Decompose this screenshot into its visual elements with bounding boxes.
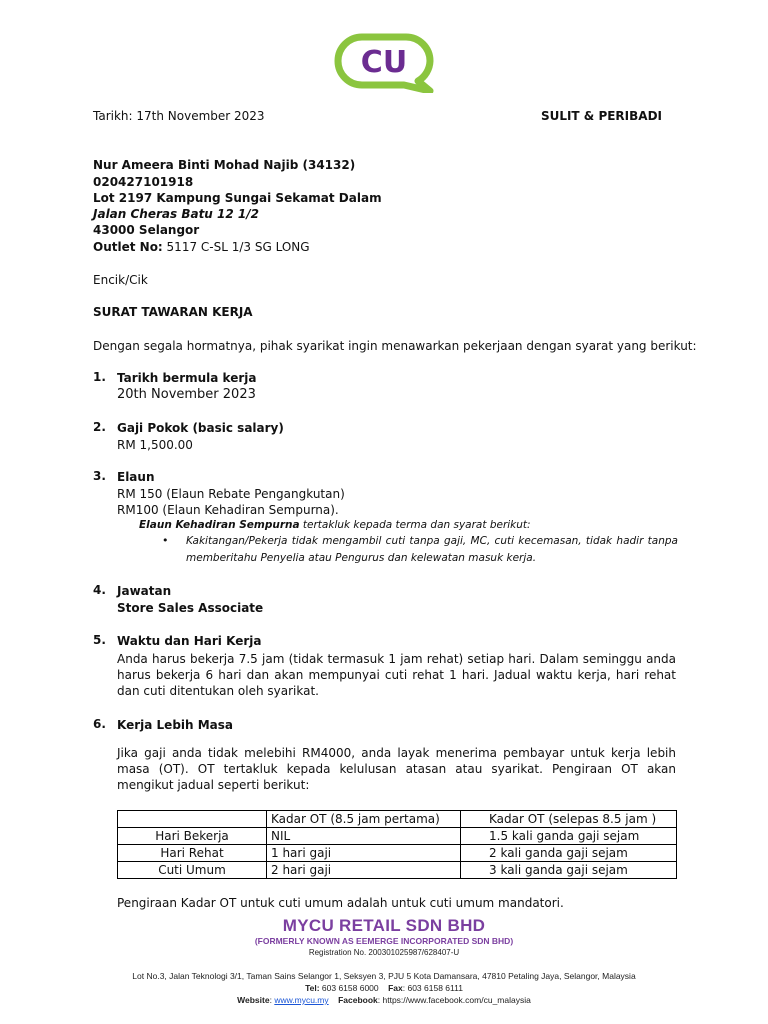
allowance-condition: Kakitangan/Pekerja tidak mengambil cuti tanpa gaji, MC, cuti kecemasan, tidak hadir tanpa memberitahu Penyelia atau Pengurus dan kelewatan masuk kerja. [186, 535, 678, 564]
bullet-icon: • [162, 534, 169, 547]
item-title: Waktu dan Hari Kerja [117, 634, 262, 648]
letter-subject: SURAT TAWARAN KERJA [93, 305, 253, 319]
recipient-name: Nur Ameera Binti Mohad Najib (34132) [93, 158, 356, 172]
overtime-table [117, 810, 677, 879]
table-cell: 1 hari gaji [267, 845, 461, 862]
company-former-name: (FORMERLY KNOWN AS EEMERGE INCORPORATED SDN BHD) [254, 936, 514, 946]
recipient-address-3: 43000 Selangor [93, 223, 200, 237]
company-address: Lot No.3, Jalan Teknologi 3/1, Taman Sains Selangor 1, Seksyen 3, PJU 5 Kota Damansara, 47810 Petaling Jaya, Selangor, Malaysia [132, 971, 636, 981]
table-cell: 2 kali ganda gaji sejam [461, 845, 677, 862]
item-number: 1. [93, 370, 106, 384]
logo-text: CU [360, 45, 408, 80]
table-header-cell [118, 811, 267, 828]
table-header-cell: Kadar OT (selepas 8.5 jam ) [461, 811, 677, 828]
classification: SULIT & PERIBADI [540, 109, 662, 123]
website-label: Website [237, 995, 270, 1005]
allowance-note [139, 518, 531, 532]
tel-value: 603 6158 6000 [319, 983, 379, 993]
allowance-transport: RM 150 (Elaun Rebate Pengangkutan) [117, 487, 345, 501]
overtime-note: Pengiraan Kadar OT untuk cuti umum adalah untuk cuti umum mandatori. [117, 896, 564, 910]
basic-salary: RM 1,500.00 [117, 438, 193, 452]
item-number: 3. [93, 469, 106, 483]
item-number: 6. [93, 717, 106, 731]
item-number: 5. [93, 633, 106, 647]
allowance-attendance: RM100 (Elaun Kehadiran Sempurna). [117, 503, 339, 517]
outlet-value: 5117 C-SL 1/3 SG LONG [162, 240, 310, 254]
outlet-label: Outlet No: [93, 240, 163, 254]
table-cell: 3 kali ganda gaji sejam [461, 862, 677, 879]
tel-label: Tel: [305, 983, 320, 993]
item-number: 2. [93, 420, 106, 434]
fax-value: : 603 6158 6111 [402, 983, 463, 993]
working-hours-text: Anda harus bekerja 7.5 jam (tidak termasuk 1 jam rehat) setiap hari. Dalam seminggu anda harus bekerja 6 hari dan akan mempunyai cuti rehat 1 hari. Jadual waktu kerja, hari rehat dan cuti ditentukan oleh syarikat. [117, 652, 676, 698]
table-cell: Hari Bekerja [118, 828, 267, 845]
outlet-line [93, 239, 310, 255]
item-title: Kerja Lebih Masa [117, 718, 234, 732]
table-row [118, 862, 677, 879]
allowance-note-rest: tertakluk kepada terma dan syarat berikut: [299, 519, 531, 531]
company-name: MYCU RETAIL SDN BHD [282, 916, 486, 935]
facebook-label: Facebook [338, 995, 378, 1005]
table-header-row [118, 811, 677, 828]
item-number: 4. [93, 583, 106, 597]
start-date: 20th November 2023 [117, 387, 256, 402]
table-row [118, 828, 677, 845]
recipient-address-2: Jalan Cheras Batu 12 1/2 [93, 207, 259, 221]
item-title: Tarikh bermula kerja [117, 371, 257, 385]
fax-label: Fax [388, 983, 403, 993]
salutation: Encik/Cik [93, 273, 148, 287]
table-cell: Hari Rehat [118, 845, 267, 862]
recipient-ic: 020427101918 [93, 175, 194, 189]
overtime-text: Jika gaji anda tidak melebihi RM4000, anda layak menerima pembayar untuk kerja lebih masa (OT). OT tertakluk kepada kelulusan atasan atau syarikat. Pengiraan OT akan mengikut jadual seperti berikut: [117, 746, 676, 792]
registration-number: Registration No. 200301025987/628407-U [308, 948, 460, 957]
web-line: Website: www.mycu.my Facebook: https://www.facebook.com/cu_malaysia [237, 995, 531, 1005]
table-header-cell: Kadar OT (8.5 jam pertama) [267, 811, 461, 828]
website-link[interactable]: www.mycu.my [274, 995, 329, 1005]
intro-paragraph: Dengan segala hormatnya, pihak syarikat ingin menawarkan pekerjaan dengan syarat yang berikut: [93, 339, 697, 353]
table-cell: 2 hari gaji [267, 862, 461, 879]
allowance-note-bold: Elaun Kehadiran Sempurna [139, 519, 300, 531]
recipient-address-1: Lot 2197 Kampung Sungai Sekamat Dalam [93, 191, 382, 205]
item-title: Elaun [117, 470, 155, 484]
letter-date: Tarikh: 17th November 2023 [93, 109, 265, 123]
item-title: Jawatan [117, 584, 172, 598]
table-cell: 1.5 kali ganda gaji sejam [461, 828, 677, 845]
job-position: Store Sales Associate [117, 601, 264, 615]
cu-logo [334, 33, 434, 93]
table-cell: Cuti Umum [118, 862, 267, 879]
table-row [118, 845, 677, 862]
contact-line [0, 983, 768, 993]
item-title: Gaji Pokok (basic salary) [117, 421, 284, 435]
facebook-link[interactable]: : https://www.facebook.com/cu_malaysia [377, 995, 531, 1005]
table-cell: NIL [267, 828, 461, 845]
